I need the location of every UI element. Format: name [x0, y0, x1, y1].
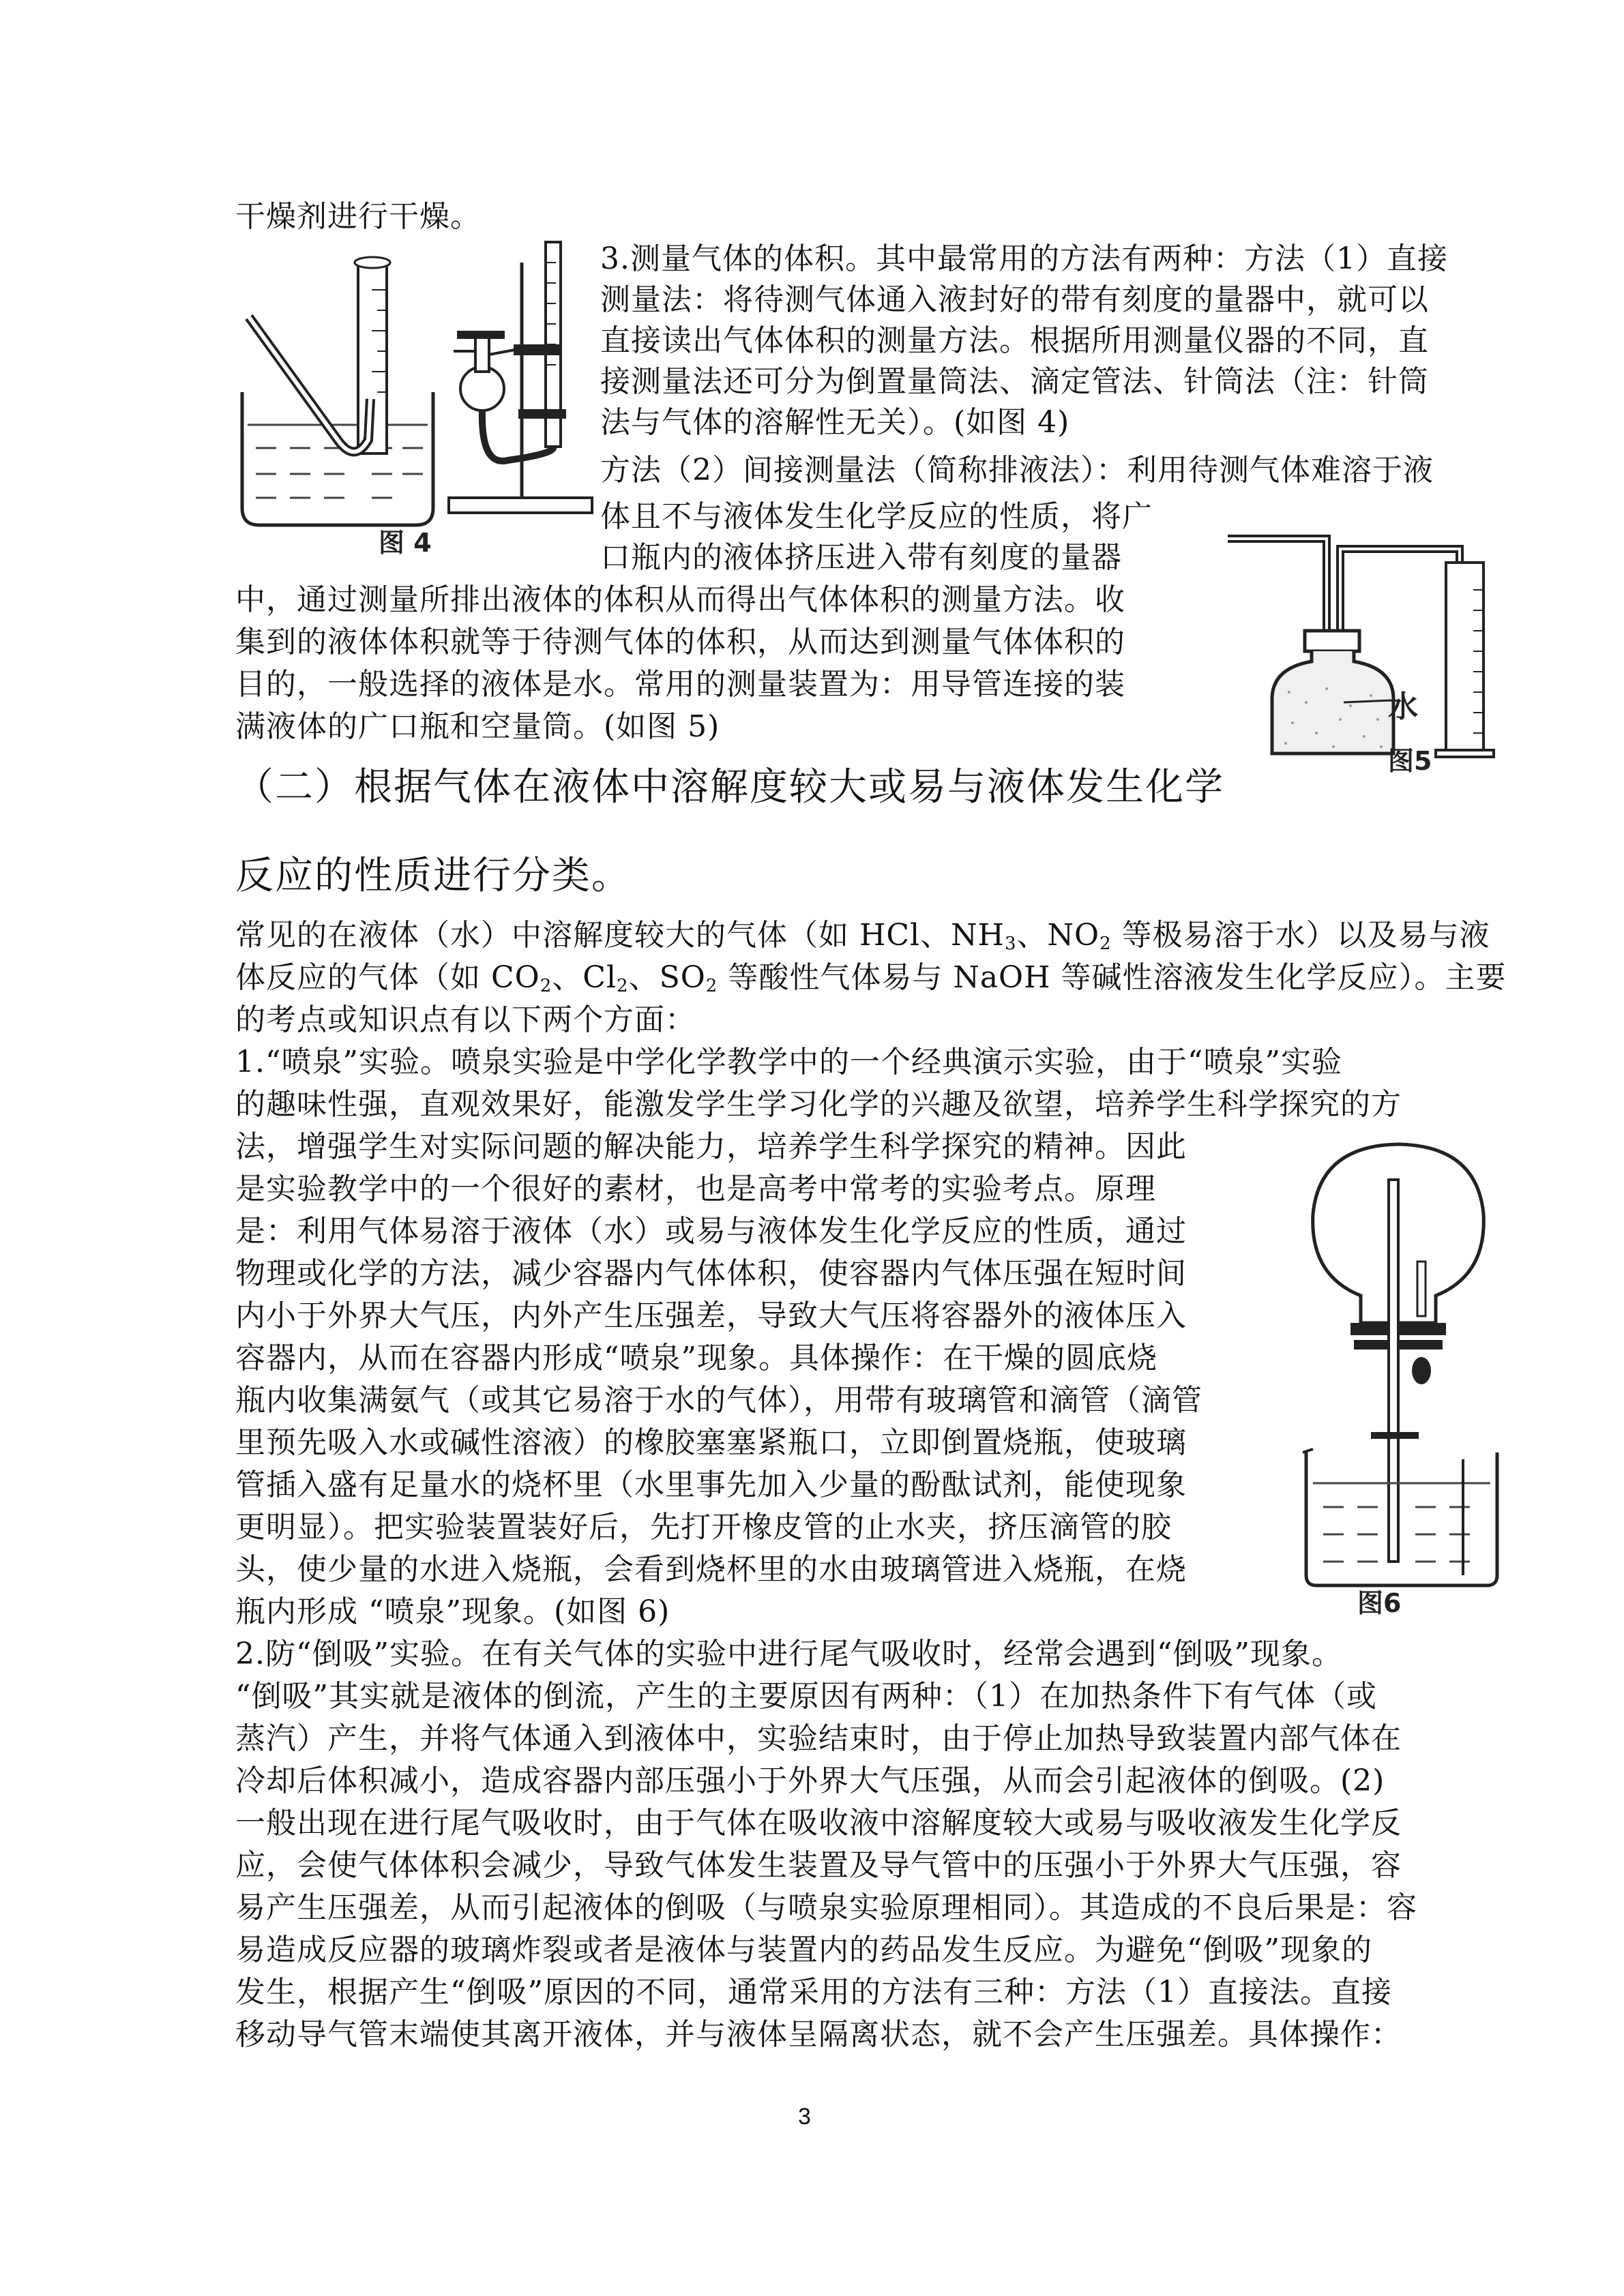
text-line: 内小于外界大气压，内外产生压强差，导致大气压将容器外的液体压入 — [235, 1298, 1187, 1333]
text-line: 满液体的广口瓶和空量筒。(如图 5) — [235, 709, 720, 744]
text-line: “倒吸”其实就是液体的倒流，产生的主要原因有两种：（1）在加热条件下有气体（或 — [235, 1679, 1377, 1714]
text-segment: 等极易溶于水）以及易与液 — [1111, 918, 1490, 953]
text-line: 是实验教学中的一个很好的素材，也是高考中常考的实验考点。原理 — [235, 1172, 1156, 1206]
text-line: 1.“喷泉”实验。喷泉实验是中学化学教学中的一个经典演示实验，由于“喷泉”实验 — [235, 1045, 1342, 1079]
text-line: 更明显）。把实验装置装好后，先打开橡皮管的止水夹，挤压滴管的胶 — [235, 1510, 1172, 1545]
text-line: 一般出现在进行尾气吸收时，由于气体在吸收液中溶解度较大或易与吸收液发生化学反 — [235, 1806, 1402, 1840]
text-line: 干燥剂进行干燥。 — [235, 199, 481, 234]
text-line: 3.测量气体的体积。其中最常用的方法有两种：方法（1）直接 — [600, 241, 1448, 276]
figure-4 — [235, 235, 597, 563]
text-segment: 常见的在液体（水）中溶解度较大的气体（如 HCl、NH — [235, 918, 1005, 953]
subscript: 2 — [617, 976, 629, 996]
text-line: 直接读出气体体积的测量方法。根据所用测量仪器的不同，直 — [600, 323, 1429, 358]
text-segment: 、Cl — [552, 960, 617, 995]
text-line: 测量法：将待测气体通入液封好的带有刻度的量器中，就可以 — [600, 282, 1429, 317]
text-segment: 、SO — [628, 960, 706, 995]
text-line: 的考点或知识点有以下两个方面： — [235, 1002, 696, 1037]
text-line: 的趣味性强，直观效果好，能激发学生学习化学的兴趣及欲望，培养学生科学探究的方 — [235, 1087, 1402, 1122]
section-heading-line-2: 反应的性质进行分类。 — [235, 854, 631, 898]
text-line: 管插入盛有足量水的烧杯里（水里事先加入少量的酚酞试剂，能使现象 — [235, 1467, 1187, 1502]
text-line: 法，增强学生对实际问题的解决能力，培养学生科学探究的精神。因此 — [235, 1129, 1187, 1164]
text-line: 里预先吸入水或碱性溶液）的橡胶塞塞紧瓶口，立即倒置烧瓶，使玻璃 — [235, 1425, 1187, 1460]
figure-6 — [1296, 1139, 1514, 1616]
figure-4-apparatus-illustration — [235, 235, 597, 563]
figure-5-caption: 图5 — [1388, 746, 1432, 776]
text-segment: 体反应的气体（如 CO — [235, 960, 540, 995]
figure-4-caption: 图 4 — [379, 528, 432, 558]
text-line: 方法（2）间接测量法（简称排液法）：利用待测气体难溶于液 — [600, 453, 1434, 488]
text-line: 瓶内形成 “喷泉”现象。(如图 6) — [235, 1594, 670, 1629]
figure-5-apparatus-illustration — [1224, 522, 1511, 774]
text-line: 目的，一般选择的液体是水。常用的测量装置为：用导管连接的装 — [235, 667, 1125, 702]
text-line: 发生，根据产生“倒吸”原因的不同，通常采用的方法有三种：方法（1）直接法。直接 — [235, 1975, 1392, 2010]
subscript: 2 — [540, 976, 552, 996]
section-heading-line-1: （二）根据气体在液体中溶解度较大或易与液体发生化学 — [235, 765, 1224, 809]
text-line: 接测量法还可分为倒置量筒法、滴定管法、针筒法（注：针筒 — [600, 364, 1429, 399]
text-line: 蒸汽）产生，并将气体通入到液体中，实验结束时，由于停止加热导致装置内部气体在 — [235, 1721, 1402, 1756]
text-segment: 、NO — [1016, 918, 1100, 953]
figure-6-fountain-apparatus — [1296, 1139, 1514, 1589]
text-line: 物理或化学的方法，减少容器内气体体积，使容器内气体压强在短时间 — [235, 1256, 1187, 1291]
text-line: 易产生压强差，从而引起液体的倒吸（与喷泉实验原理相同）。其造成的不良后果是：容 — [235, 1890, 1417, 1925]
page-number: 3 — [798, 2104, 811, 2130]
text-line: 容器内，从而在容器内形成“喷泉”现象。具体操作：在干燥的圆底烧 — [235, 1341, 1157, 1375]
figure-5-water-label: 水 — [1388, 689, 1418, 724]
text-line: 口瓶内的液体挤压进入带有刻度的量器 — [600, 540, 1122, 575]
text-line: 移动导气管末端使其离开液体，并与液体呈隔离状态，就不会产生压强差。具体操作： — [235, 2017, 1402, 2052]
text-line: 头，使少量的水进入烧瓶，会看到烧杯里的水由玻璃管进入烧瓶，在烧 — [235, 1552, 1187, 1587]
text-line: 法与气体的溶解性无关）。(如图 4) — [600, 405, 1070, 440]
text-line: 2.防“倒吸”实验。在有关气体的实验中进行尾气吸收时，经常会遇到“倒吸”现象。 — [235, 1637, 1342, 1671]
text-line: 是：利用气体易溶于液体（水）或易与液体发生化学反应的性质，通过 — [235, 1214, 1187, 1249]
text-line: 冷却后体积减小，造成容器内部压强小于外界大气压强，从而会引起液体的倒吸。(2) — [235, 1763, 1385, 1798]
figure-6-caption: 图6 — [1357, 1588, 1402, 1618]
text-line: 集到的液体体积就等于待测气体的体积，从而达到测量气体体积的 — [235, 625, 1125, 659]
text-line: 易造成反应器的玻璃炸裂或者是液体与装置内的药品发生反应。为避免“倒吸”现象的 — [235, 1933, 1372, 1967]
text-line: 中，通过测量所排出液体的体积从而得出气体体积的测量方法。收 — [235, 582, 1125, 617]
subscript: 2 — [705, 976, 718, 996]
text-line: 瓶内收集满氨气（或其它易溶于水的气体），用带有玻璃管和滴管（滴管 — [235, 1383, 1202, 1418]
figure-5 — [1224, 522, 1511, 774]
text-segment: 等酸性气体易与 NaOH 等碱性溶液发生化学反应）。主要 — [718, 960, 1507, 995]
subscript: 3 — [1004, 934, 1017, 954]
subscript: 2 — [1099, 934, 1112, 954]
text-line: 体且不与液体发生化学反应的性质，将广 — [600, 499, 1153, 534]
text-line: 应，会使气体体积会减少，导致气体发生装置及导气管中的压强小于外界大气压强，容 — [235, 1848, 1402, 1883]
